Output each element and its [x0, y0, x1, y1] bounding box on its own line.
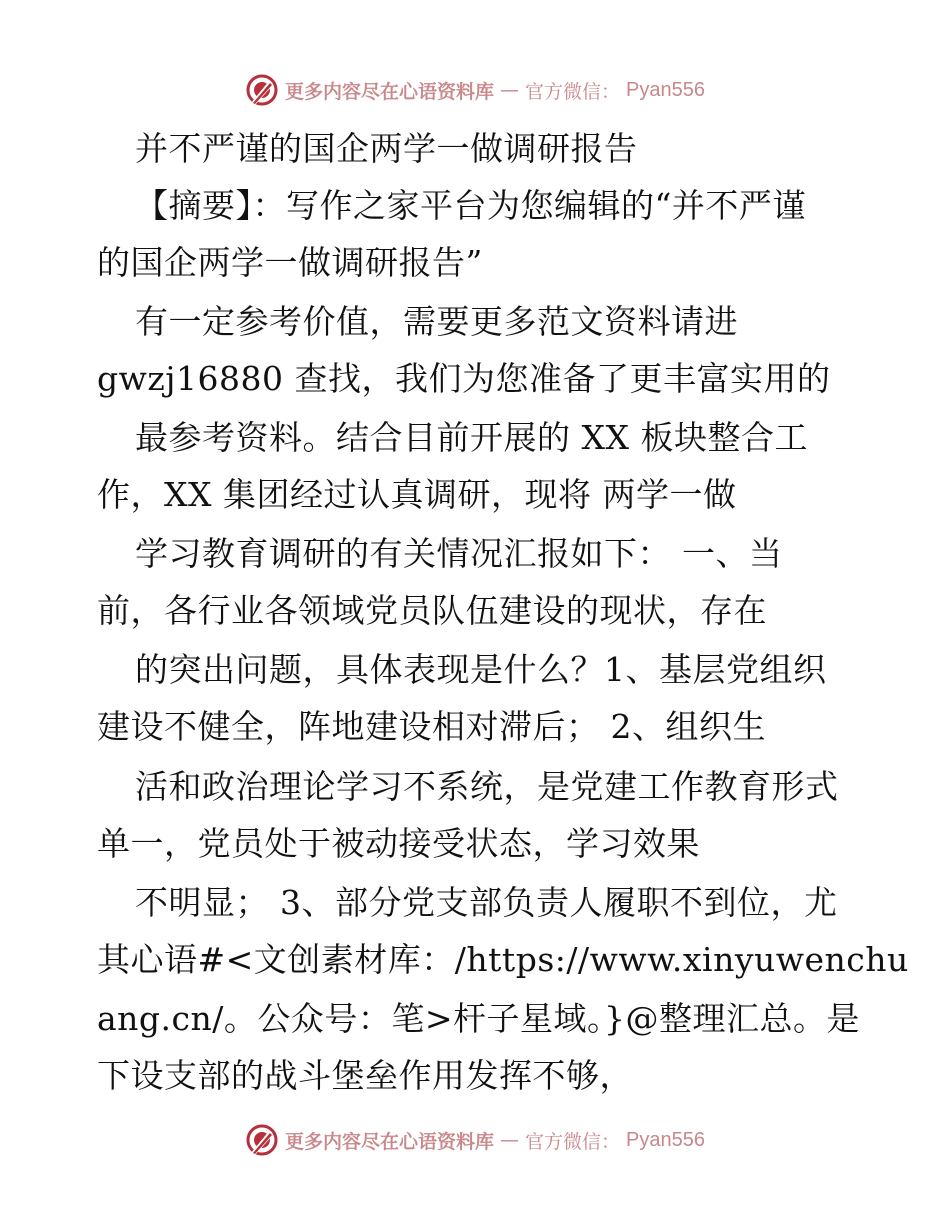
banner-wechat-handle: Pyan556	[626, 1128, 705, 1151]
text-line: 下设支部的战斗堡垒作用发挥不够，	[97, 1056, 633, 1095]
header-banner	[0, 70, 950, 110]
text-line: 学习教育调研的有关情况汇报如下： 一、当	[135, 534, 783, 573]
banner-separator: —	[500, 1129, 520, 1151]
text-line: 单一，党员处于被动接受状态，学习效果	[97, 824, 700, 863]
banner-wechat-label: 官方微信：	[525, 80, 621, 103]
banner-wechat-handle: Pyan556	[626, 78, 705, 101]
document-title: 并不严谨的国企两学一做调研报告	[135, 129, 638, 168]
text-line: 不明显； 3、部分党支部负责人履职不到位，尤	[135, 883, 838, 922]
banner-wechat-label: 官方微信：	[525, 1130, 621, 1153]
text-line: 的国企两学一做调研报告”	[97, 243, 483, 282]
text-line: 作，XX 集团经过认真调研，现将 两学一做	[97, 475, 737, 514]
pen-circle-logo-icon	[245, 1123, 279, 1157]
text-line: 前，各行业各领域党员队伍建设的现状，存在	[97, 591, 767, 630]
banner-brand-text: 更多内容尽在心语资料库	[285, 80, 495, 103]
text-line: 的突出问题，具体表现是什么？1、基层党组织	[135, 650, 827, 689]
text-line: 活和政治理论学习不系统，是党建工作教育形式	[135, 767, 839, 806]
text-line: 建设不健全，阵地建设相对滞后； 2、组织生	[97, 707, 766, 746]
banner-brand-text: 更多内容尽在心语资料库	[285, 1130, 495, 1153]
text-line: 最参考资料。结合目前开展的 XX 板块整合工	[135, 418, 808, 457]
text-line: gwzj16880 查找，我们为您准备了更丰富实用的	[97, 359, 831, 398]
text-line: 有一定参考价值，需要更多范文资料请进	[135, 302, 738, 341]
footer-banner	[0, 1120, 950, 1160]
pen-circle-logo-icon	[245, 73, 279, 107]
text-line: 其心语#<文创素材库：/https://www.xinyuwenchu	[97, 940, 909, 979]
banner-separator: —	[500, 79, 520, 101]
text-line: 【摘要】：写作之家平台为您编辑的“并不严谨	[135, 186, 806, 225]
text-line: ang.cn/。公众号：笔>杆子星域。}@整理汇总。是	[97, 999, 861, 1038]
